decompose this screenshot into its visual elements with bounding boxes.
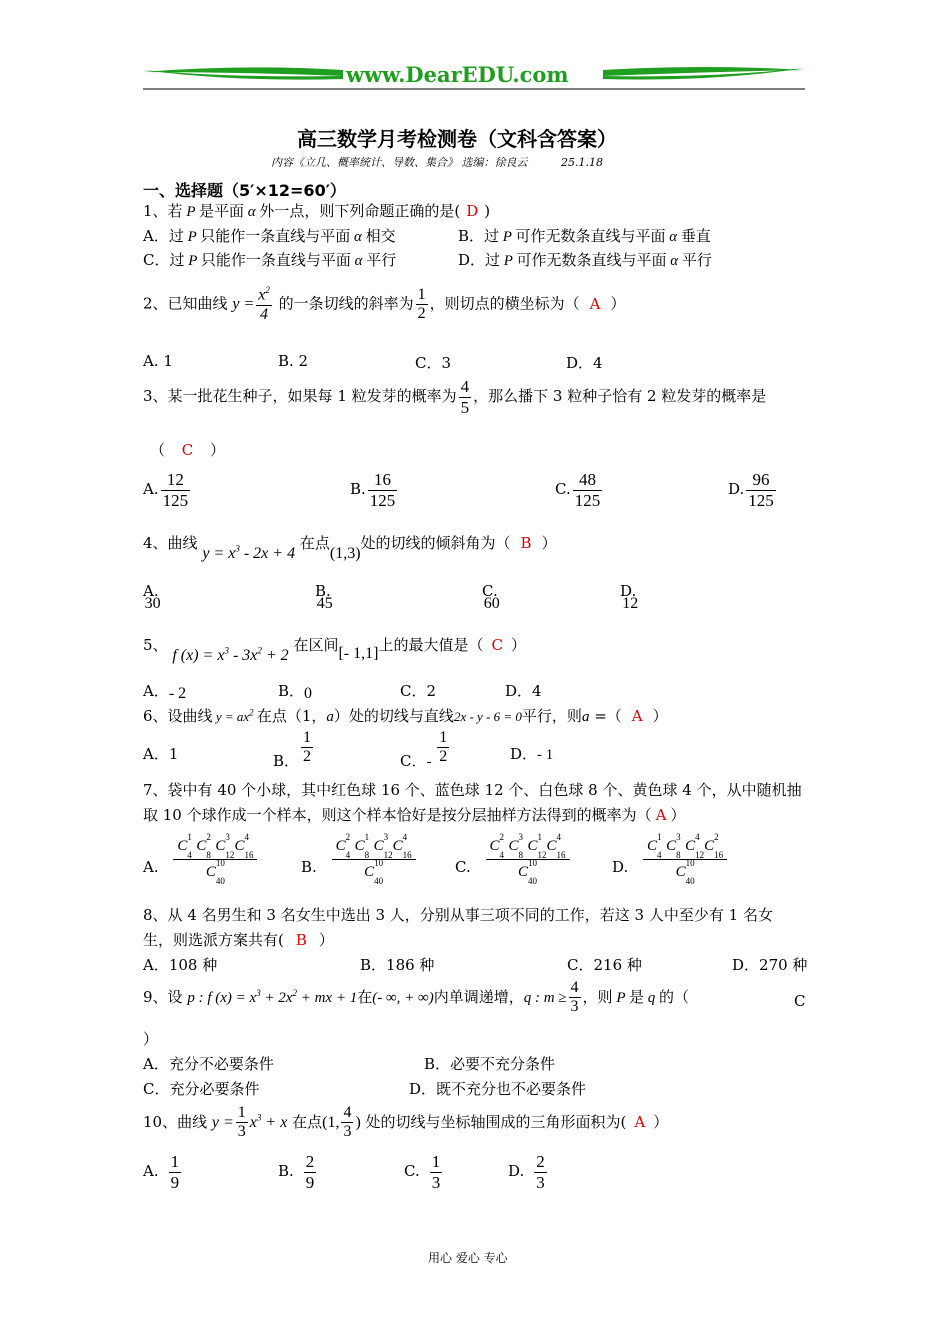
q-text: 是平面 — [198, 202, 244, 220]
q6-option-b: B． $\frac{1}{2}$ — [273, 729, 312, 770]
q7-option-b: B. C 2 4 C 1 8 C 3 12 C 4 16 C 10 40 — [301, 838, 418, 882]
q5-option-a: A．- 2 — [143, 682, 187, 702]
answer-mark: C — [491, 636, 503, 654]
question-9: 9、设 p : f $(x) = x^3 + 2x^2$ + mx + 1在(- ∞, + ∞)内单调递增，q : m ≥ $\frac{4}{3}$ ，则 P 是 q 的（ — [143, 979, 689, 1016]
question-7-line-2: 取 10 个球作成一个样本，则这个样本恰好是按分层抽样方法得到的概率为（ A ） — [143, 806, 686, 824]
q5-option-c: C．2 — [400, 682, 437, 700]
q8-option-d: D．270 种 — [732, 956, 808, 974]
answer-mark: A — [589, 294, 601, 313]
question-8-line-1: 8、从 4 名男生和 3 名女生中选出 3 人，分别从事三项不同的工作，若这 3 人中至少有 1 名女 — [143, 906, 773, 924]
q4-option-d: D.12 — [620, 582, 639, 612]
q9-option-d: D．既不充分也不必要条件 — [409, 1080, 587, 1098]
page-subtitle — [271, 154, 603, 170]
q1-option-c: C．过 P 只能作一条直线与平面 α 平行 — [143, 251, 397, 269]
question-10: 10、曲线 y = $\frac{1}{3}$ $x^3 + x$ 在点(1, $\frac{4}{3}$ ) 处的切线与坐标轴围成的三角形面积为( A ） — [143, 1104, 669, 1141]
answer-mark: D — [466, 202, 479, 220]
answer-mark: A — [634, 1112, 646, 1131]
q6-option-d: D．- 1 — [510, 745, 554, 763]
q9-close: ） — [143, 1030, 159, 1048]
site-logo: www.DearEDU.com — [346, 62, 569, 87]
q4-option-b: B.45 — [315, 582, 333, 612]
q8-option-a: A．108 种 — [143, 956, 218, 974]
q7-option-c: C. C 2 4 C 3 8 C 1 12 C 4 16 C 10 40 — [455, 838, 572, 882]
q4-option-c: C.60 — [482, 582, 500, 612]
q-text: 若 — [167, 202, 183, 220]
question-2: 2、已知曲线 y = $\frac{x^2}{4}$ 的一条切线的斜率为 $\frac{1}{2}$ ，则切点的横坐标为（ A ） — [143, 285, 626, 323]
question-3: 3、某一批花生种子，如果每 1 粒发芽的概率为 $\frac{4}{5}$ ，那么播下 3 粒种子恰有 2 粒发芽的概率是 — [143, 377, 767, 417]
q8-option-b: B．186 种 — [360, 956, 435, 974]
answer-mark: B — [520, 534, 532, 552]
q10-option-a: A. $\frac{1}{9}$ — [143, 1152, 180, 1192]
q2-option-d: D．4 — [566, 354, 603, 372]
answer-mark: A — [655, 806, 667, 824]
answer-mark: A — [631, 707, 643, 725]
question-5: 5、 f $(x) = x^3 - 3x^2 + 2$ 在区间[- 1,1]上的最大值是（ C ） — [143, 636, 526, 664]
section-heading: 一、选择题（5′×12=60′） — [143, 181, 346, 200]
q1-option-b: B．过 P 可作无数条直线与平面 α 垂直 — [458, 227, 711, 245]
answer-mark: B — [295, 931, 307, 949]
q1-option-a: A．过 P 只能作一条直线与平面 α 相交 — [143, 227, 396, 245]
q4-option-a: A.30 — [143, 582, 161, 612]
question-4: 4、曲线 $y = x^3 - 2x + 4$ 在点(1,3)处的切线的倾斜角为（ B ） — [143, 534, 557, 562]
question-6: 6、设曲线 $y = ax^2$ 在点（1，a）处的切线与直线2x - y - 6 = 0平行，则a =（ A ） — [143, 707, 668, 725]
q3-option-b: B. $\frac{16}{125}$ — [350, 470, 396, 510]
q10-option-b: B. $\frac{2}{9}$ — [278, 1152, 315, 1192]
q7-option-a: A. C 1 4 C 2 8 C 3 12 C 4 16 C 10 40 — [143, 838, 259, 882]
page-title: 高三数学月考检测卷（文科含答案） — [297, 127, 617, 151]
q2-option-b: B. 2 — [278, 352, 309, 370]
q3-option-c: C. $\frac{48}{125}$ — [555, 470, 601, 510]
question-1: 1、若 P 是平面 α 外一点，则下列命题正确的是( D ) — [143, 202, 491, 220]
answer-mark: C — [181, 441, 194, 459]
q2-option-c: C．3 — [415, 354, 452, 372]
q6-option-a: A．1 — [143, 745, 179, 763]
question-7-line-1: 7、袋中有 40 个小球，其中红色球 16 个、蓝色球 12 个、白色球 8 个、黄色球 4 个，从中随机抽 — [143, 781, 802, 799]
q1-option-d: D．过 P 可作无数条直线与平面 α 平行 — [458, 251, 712, 269]
q10-option-c: C. $\frac{1}{3}$ — [404, 1152, 441, 1192]
q2-option-a: A. 1 — [143, 352, 173, 370]
q10-option-d: D. $\frac{2}{3}$ — [508, 1152, 545, 1192]
q9-option-b: B．必要不充分条件 — [424, 1055, 556, 1073]
q7-option-d: D. C 1 4 C 3 8 C 4 12 C 2 16 C 10 40 — [612, 838, 729, 882]
question-8-line-2: 生，则选派方案共有( B ） — [143, 931, 334, 949]
page-footer: 用心 爱心 专心 — [428, 1251, 508, 1265]
subtitle-text: 内容《立几、概率统计、导数、集合》 选编：徐良云 — [271, 156, 528, 169]
q3-option-a: A. $\frac{12}{125}$ — [143, 470, 189, 510]
q8-option-c: C．216 种 — [567, 956, 642, 974]
date-text: 25.1.18 — [561, 156, 603, 169]
q3-answer: （ C ） — [150, 441, 226, 459]
q9-option-a: A．充分不必要条件 — [143, 1055, 274, 1073]
q5-option-d: D．4 — [505, 682, 542, 700]
q5-option-b: B．0 — [278, 682, 313, 702]
q-number: 1、 — [143, 202, 168, 220]
q-text: 外一点，则下列命题正确的是( — [259, 202, 461, 220]
q3-option-d: D. $\frac{96}{125}$ — [728, 470, 774, 510]
q9-answer: C — [794, 992, 806, 1010]
header-banner — [143, 62, 805, 92]
q9-option-c: C．充分必要条件 — [143, 1080, 260, 1098]
q6-option-c: C．- $\frac{1}{2}$ — [400, 729, 448, 770]
